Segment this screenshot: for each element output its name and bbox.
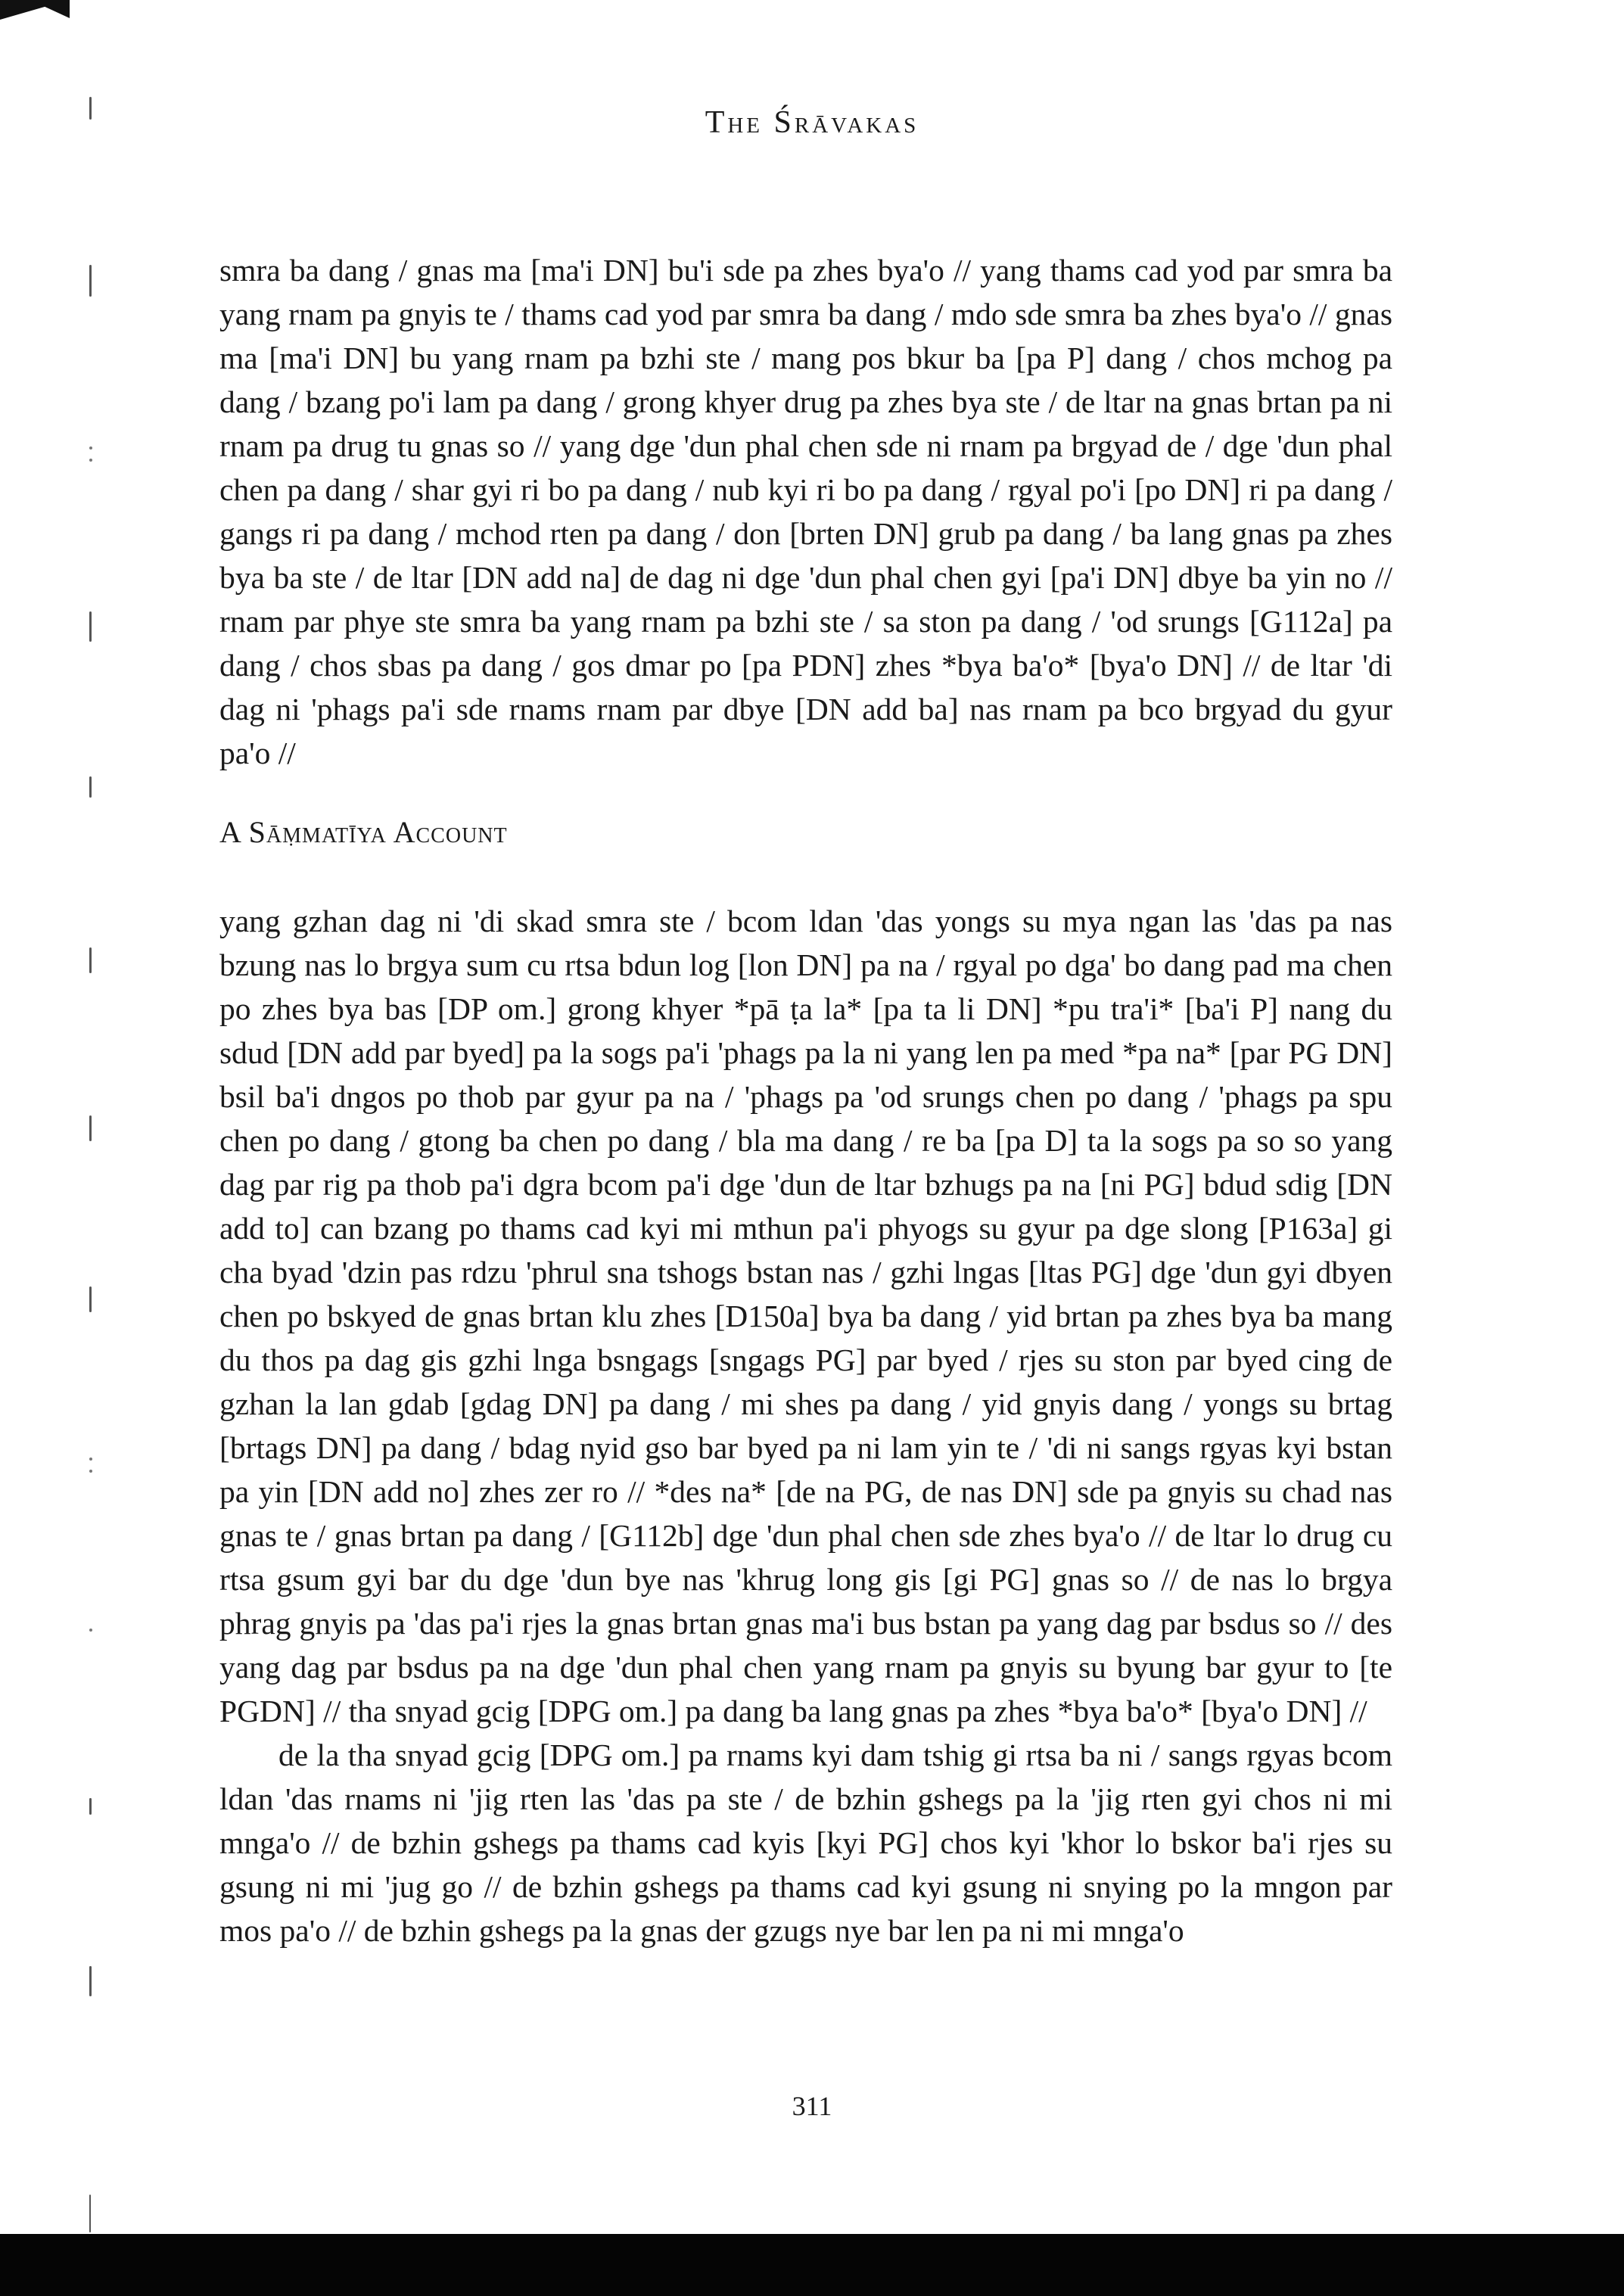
scan-margin-tick: [89, 1286, 92, 1312]
scan-margin-tick: [89, 1798, 92, 1815]
running-head: The Śrāvakas: [705, 105, 919, 140]
paragraph: yang gzhan dag ni 'di skad smra ste / bcom ldan 'das yongs su mya ngan las 'das pa nas bzung nas lo brgya sum cu rtsa bdun log [lon DN] pa na / rgyal po dga' bo dang pad ma chen po zhes bya bas [DP om.] grong khyer *pā ṭa la* [pa ta li DN] *pu tra'i* [ba'i P] nang du sdud [DN add par byed] pa la sogs pa'i 'phags pa la ni yang len pa med *pa na* [par PG DN] bsil ba'i dngos po thob par gyur pa na / 'phags pa 'od srungs chen po dang / 'phags pa spu chen po dang / gtong ba chen po dang / bla ma dang / re ba [pa D] ta la sogs pa so so yang dag par rig pa thob pa'i dgra bcom pa'i dge 'dun de ltar bzhugs pa na [ni PG] bdud sdig [DN add to] can bzang po thams cad kyi mi mthun pa'i phyogs su gyur pa dge slong [P163a] gi cha byad 'dzin pas rdzu 'phrul sna tshogs bstan nas / gzhi lngas [ltas PG] dge 'dun gyi dbyen chen po bskyed de gnas brtan klu zhes [D150a] bya ba dang / yid brtan pa zhes bya ba mang du thos pa dag gis gzhi lnga bsngags [sngags PG] par byed / rjes su ston par byed cing de gzhan la lan gdab [gdag DN] pa dang / mi shes pa dang / yid gnyis dang / yongs su brtag [brtags DN] pa dang / bdag nyid gso bar byed pa ni lam yin te / 'di ni sangs rgyas kyi bstan pa yin [DN add no] zhes zer ro // *des na* [de na PG, de nas DN] sde pa gnyis su chad nas gnas te / gnas brtan pa dang / [G112b] dge 'dun phal chen sde zhes bya'o // de ltar lo drug cu rtsa gsum gyi bar du dge 'dun bye nas 'khrug long gis [gi PG] gnas so // de nas lo brgya phrag gnyis pa 'das pa'i rjes la gnas brtan gnas ma'i bus bstan pa yang dag par bsdus so // des yang dag par bsdus pa na dge 'dun phal chen yang rnam pa gnyis su byung bar gyur to [te PGDN] // tha snyad gcig [DPG om.] pa dang ba lang gnas pa zhes *bya ba'o* [bya'o DN] //: [219, 904, 1392, 1728]
scan-margin-dot: [89, 446, 92, 450]
scan-margin-dot: [89, 1629, 92, 1632]
body-text-bottom: [219, 899, 1392, 1952]
scan-margin-dot: [89, 1470, 92, 1473]
page-number: 311: [792, 2091, 832, 2121]
body-text-top: [219, 248, 1392, 775]
scan-margin-tick: [89, 265, 92, 297]
scan-margin-tick: [89, 776, 92, 798]
scan-margin-tick: [89, 611, 92, 642]
scan-margin-tick: [89, 1966, 92, 1996]
scan-margin-tick: [89, 947, 92, 973]
scan-margin-dot: [89, 1458, 92, 1461]
scan-margin-tick: [89, 1115, 92, 1141]
scan-bottom-edge: [0, 2234, 1624, 2296]
paragraph: smra ba dang / gnas ma [ma'i DN] bu'i sde pa zhes bya'o // yang thams cad yod par smra ba yang rnam pa gnyis te / thams cad yod par smra ba dang / mdo sde smra ba zhes bya'o // gnas ma [ma'i DN] bu yang rnam pa bzhi ste / mang pos bkur ba [pa P] dang / chos mchog pa dang / bzang po'i lam pa dang / grong khyer drug pa zhes bya ste / de ltar na gnas brtan pa ni rnam pa drug tu gnas so // yang dge 'dun phal chen sde ni rnam pa brgyad de / dge 'dun phal chen pa dang / shar gyi ri bo pa dang / nub kyi ri bo pa dang / rgyal po'i [po DN] ri pa dang / gangs ri pa dang / mchod rten pa dang / don [brten DN] grub pa dang / ba lang gnas pa zhes bya ba ste / de ltar [DN add na] de dag ni dge 'dun phal chen gyi [pa'i DN] dbye ba yin no // rnam par phye ste smra ba yang rnam pa bzhi ste / sa ston pa dang / 'od srungs [G112a] pa dang / chos sbas pa dang / gos dmar po [pa PDN] zhes *bya ba'o* [bya'o DN] // de ltar 'di dag ni 'phags pa'i sde rnams rnam par dbye [DN add ba] nas rnam pa bco brgyad du gyur pa'o //: [219, 253, 1392, 770]
paragraph: de la tha snyad gcig [DPG om.] pa rnams kyi dam tshig gi rtsa ba ni / sangs rgyas bcom ldan 'das rnams ni 'jig rten las 'das pa ste / de bzhin gshegs pa la 'jig rten gyi chos ni mi mnga'o // de bzhin gshegs pa thams cad kyis [kyi PG] chos kyi 'khor lo bskor ba'i rjes su gsung ni mi 'jug go // de bzhin gshegs pa thams cad kyi gsung ni snying po la mngon par mos pa'o // de bzhin gshegs pa la gnas der gzugs nye bar len pa ni mi mnga'o: [219, 1738, 1392, 1948]
section-heading: A Sāṃmatīya Account: [219, 815, 508, 849]
scan-margin-dot: [89, 459, 92, 462]
scan-margin-tick: [89, 2195, 91, 2232]
scan-corner-mark-secondary: [30, 0, 70, 18]
